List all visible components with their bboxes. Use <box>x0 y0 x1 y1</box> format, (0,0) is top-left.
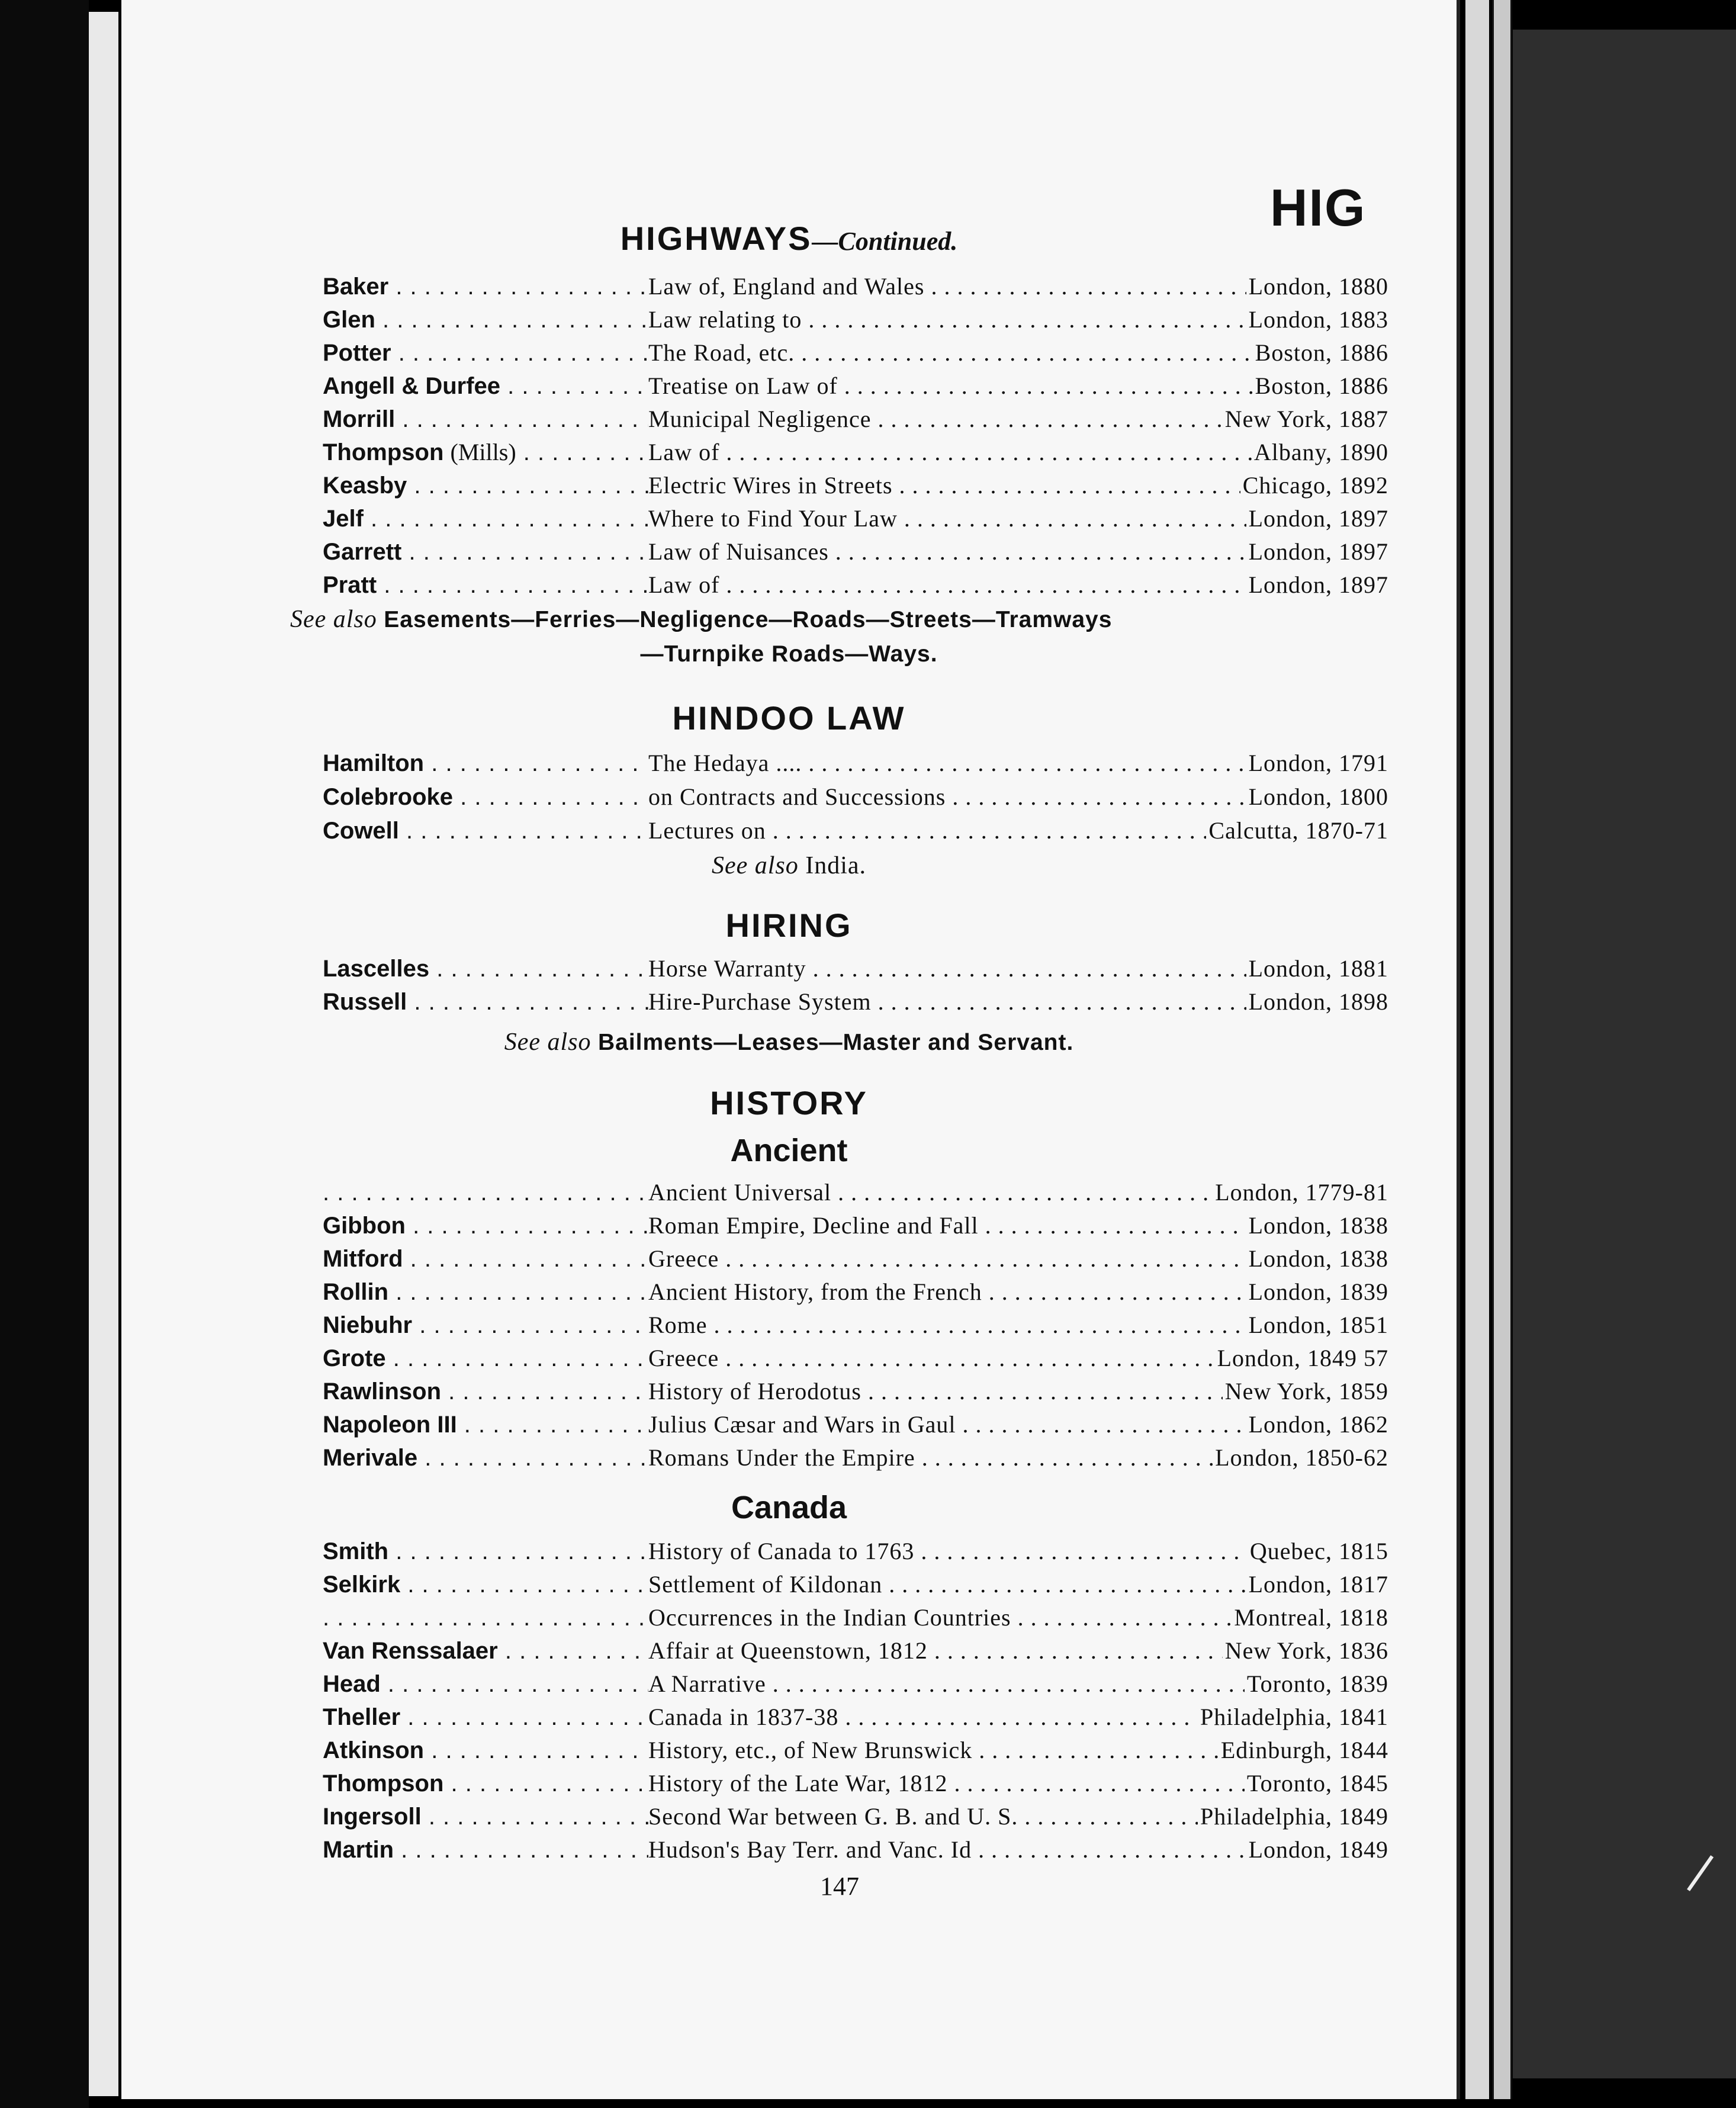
entry-row <box>323 538 1388 571</box>
entry-author: Mitford . . . <box>323 1246 648 1272</box>
entry-author: Cowell . . . <box>323 818 648 844</box>
entry-row <box>323 988 1388 1021</box>
see-also-refs: Bailments—Leases—Master and Servant. <box>597 1030 1074 1055</box>
entry-place: London, 1850-62 <box>1215 1444 1388 1471</box>
entry-title: Law of Nuisances . . . <box>648 538 1246 565</box>
entry-row <box>323 1736 1388 1769</box>
section-title-hiring: HIRING <box>725 907 853 944</box>
entry-row <box>323 1836 1388 1869</box>
entry-author: Keasby . . . <box>323 473 648 499</box>
entry-author: Thompson . . . <box>323 1770 648 1797</box>
entry-author: Merivale . . . <box>323 1445 648 1471</box>
entry-place: New York, 1836 <box>1224 1637 1388 1664</box>
entry-author <box>323 1180 648 1206</box>
entry-title: History of the Late War, 1812 . . . <box>648 1769 1245 1797</box>
entry-title: Greece . . . <box>648 1344 1215 1372</box>
entry-title: Romans Under the Empire . . . <box>648 1444 1213 1471</box>
entry-place: Calcutta, 1870-71 <box>1208 817 1388 844</box>
entry-author: Colebrooke . . . <box>323 784 648 811</box>
entry-row <box>323 272 1388 306</box>
entry-author-note: (Mills) <box>450 439 516 465</box>
see-also-label: See also <box>711 852 799 879</box>
entry-place: London, 1838 <box>1248 1245 1388 1272</box>
entry-author <box>323 1605 648 1631</box>
entry-title: The Road, etc. . . . <box>648 339 1253 367</box>
entry-place: London, 1838 <box>1248 1212 1388 1239</box>
entry-author: Van Renssalaer . . . <box>323 1638 648 1664</box>
entry-title: Canada in 1837-38 . . . <box>648 1703 1198 1731</box>
entry-place: London, 1851 <box>1248 1312 1388 1338</box>
entry-title: Roman Empire, Decline and Fall . . . <box>648 1212 1246 1239</box>
entry-title: Julius Cæsar and Wars in Gaul . . . <box>648 1410 1246 1438</box>
entry-place: London, 1817 <box>1248 1571 1388 1598</box>
entry-title: Law relating to . . . <box>648 306 1246 333</box>
entry-place: London, 1897 <box>1248 538 1388 565</box>
entry-row <box>323 1444 1388 1477</box>
entry-author: Jelf . . . <box>323 506 648 532</box>
entry-author: Morrill . . . <box>323 406 648 433</box>
entry-author: Selkirk . . . <box>323 1572 648 1598</box>
entry-row <box>323 1410 1388 1444</box>
entry-place: London, 1897 <box>1248 505 1388 532</box>
section-title-text: HIGHWAYS <box>620 220 812 257</box>
cover-mark <box>1687 1855 1733 1905</box>
entry-row <box>323 1802 1388 1836</box>
entry-title: Hudson's Bay Terr. and Vanc. Id . . . <box>648 1836 1246 1863</box>
entry-title: Law of . . . <box>648 571 1246 599</box>
entry-place: London, 1779-81 <box>1215 1179 1388 1206</box>
entry-row <box>323 1377 1388 1410</box>
entry-place: London, 1849 <box>1248 1836 1388 1863</box>
entry-row <box>323 438 1388 471</box>
entry-author: Glen . . . <box>323 307 648 333</box>
see-also-label: See also <box>290 606 377 633</box>
entry-title: Law of . . . <box>648 438 1252 466</box>
entry-place: London, 1849 57 <box>1217 1345 1388 1371</box>
book-cover-edge <box>1513 30 1736 2078</box>
entry-author: Napoleon III . . . <box>323 1412 648 1438</box>
entry-row <box>323 1212 1388 1245</box>
see-also-refs-cont: —Turnpike Roads—Ways. <box>640 641 938 667</box>
entry-author: Rawlinson . . . <box>323 1378 648 1405</box>
entry-author: Angell & Durfee . . . <box>323 373 648 400</box>
entry-place: London, 1880 <box>1248 273 1388 300</box>
entry-row <box>323 783 1388 816</box>
entry-row <box>323 1344 1388 1377</box>
section-title-highways <box>121 219 1457 258</box>
entry-place: New York, 1887 <box>1224 406 1388 432</box>
entry-row <box>323 1670 1388 1703</box>
entry-title: History of Canada to 1763 . . . <box>648 1537 1248 1565</box>
entry-title: Occurrences in the Indian Countries . . . <box>648 1604 1232 1631</box>
entry-row <box>323 372 1388 405</box>
entry-place: London, 1883 <box>1248 306 1388 333</box>
entry-title: Greece . . . <box>648 1245 1246 1272</box>
entry-title: Rome . . . <box>648 1311 1246 1339</box>
entry-row <box>323 1604 1388 1637</box>
entry-title: A Narrative . . . <box>648 1670 1245 1698</box>
entry-row <box>323 749 1388 782</box>
section-title-hindoo-law: HINDOO LAW <box>672 699 906 737</box>
entry-row <box>323 1278 1388 1311</box>
entry-place: Toronto, 1839 <box>1246 1670 1388 1697</box>
entry-title: Hire-Purchase System . . . <box>648 988 1246 1016</box>
section-title-history: HISTORY <box>710 1084 868 1122</box>
entry-title: Second War between G. B. and U. S. . . . <box>648 1802 1198 1830</box>
entry-author: Lascelles . . . <box>323 956 648 982</box>
entry-row <box>323 405 1388 438</box>
entry-author: Rollin . . . <box>323 1279 648 1306</box>
entry-author: Martin . . . <box>323 1837 648 1863</box>
left-page-sliver <box>89 12 118 2096</box>
entry-title: on Contracts and Successions . . . <box>648 783 1246 811</box>
entry-title: Law of, England and Wales . . . <box>648 272 1246 300</box>
entry-title: Treatise on Law of . . . <box>648 372 1253 400</box>
subsection-title-ancient: Ancient <box>730 1133 848 1168</box>
entry-title: Ancient Universal . . . <box>648 1178 1213 1206</box>
entry-row <box>323 471 1388 504</box>
entry-place: Albany, 1890 <box>1253 439 1388 465</box>
entry-row <box>323 1570 1388 1604</box>
page-stack-edge-inner <box>1492 0 1512 2099</box>
entry-row <box>323 955 1388 988</box>
entry-title: The Hedaya .... . . . <box>648 749 1246 777</box>
entry-author <box>323 438 648 466</box>
see-also-highways <box>290 605 1625 634</box>
entry-author: Garrett . . . <box>323 539 648 565</box>
continued-label: —Continued. <box>812 227 958 256</box>
entry-place: London, 1897 <box>1248 571 1388 598</box>
entry-place: London, 1898 <box>1248 988 1388 1015</box>
entry-author: Smith . . . <box>323 1538 648 1565</box>
see-also-refs: Easements—Ferries—Negligence—Roads—Streets—Tramways <box>384 607 1113 632</box>
entry-place: Montreal, 1818 <box>1234 1604 1388 1631</box>
see-also-refs: India. <box>805 852 867 879</box>
entry-row <box>323 571 1388 604</box>
entry-author: Russell . . . <box>323 989 648 1016</box>
entry-place: Quebec, 1815 <box>1249 1538 1388 1564</box>
entry-row <box>323 1178 1388 1212</box>
entry-place: London, 1839 <box>1248 1278 1388 1305</box>
entry-place: Boston, 1886 <box>1255 339 1388 366</box>
entry-row <box>323 1769 1388 1802</box>
entry-title: Municipal Negligence . . . <box>648 405 1223 433</box>
entry-author: Head . . . <box>323 1671 648 1698</box>
entry-title: Ancient History, from the French . . . <box>648 1278 1246 1306</box>
entry-author: Hamilton . . . <box>323 750 648 777</box>
entry-place: London, 1881 <box>1248 955 1388 982</box>
entry-row <box>323 504 1388 538</box>
page-stack-edge <box>1465 0 1489 2099</box>
entry-title: Lectures on . . . <box>648 817 1206 844</box>
entry-place: Toronto, 1845 <box>1246 1770 1388 1797</box>
entry-author: Gibbon . . . <box>323 1213 648 1239</box>
entry-title: Affair at Queenstown, 1812 . . . <box>648 1637 1223 1664</box>
entry-title: History of Herodotus . . . <box>648 1377 1223 1405</box>
entry-place: New York, 1859 <box>1224 1378 1388 1405</box>
entry-author: Niebuhr . . . <box>323 1312 648 1339</box>
see-also-hindoo-law <box>121 851 1457 880</box>
entry-row <box>323 1537 1388 1570</box>
entry-author: Ingersoll . . . <box>323 1804 648 1830</box>
left-book-edge <box>0 0 89 2108</box>
entry-row <box>323 1637 1388 1670</box>
book-page <box>121 0 1460 2099</box>
entry-title: Where to Find Your Law . . . <box>648 504 1246 532</box>
entry-author: Baker . . . <box>323 274 648 300</box>
entry-place: Philadelphia, 1841 <box>1200 1704 1388 1730</box>
entry-title: Horse Warranty . . . <box>648 955 1246 982</box>
entry-row <box>323 339 1388 372</box>
running-head: HIG <box>1270 178 1367 237</box>
see-also-highways-cont <box>121 640 1457 668</box>
entry-row <box>323 1311 1388 1344</box>
entry-author: Grote . . . <box>323 1345 648 1372</box>
page-number: 147 <box>820 1872 859 1901</box>
entry-row <box>323 1703 1388 1736</box>
entry-place: London, 1862 <box>1248 1411 1388 1438</box>
entry-row <box>323 1245 1388 1278</box>
entry-row <box>323 817 1388 850</box>
see-also-hiring <box>121 1028 1457 1056</box>
entry-author-name: Thompson <box>323 439 444 465</box>
entry-title: History, etc., of New Brunswick . . . <box>648 1736 1219 1764</box>
entry-place: London, 1791 <box>1248 750 1388 776</box>
entry-row <box>323 306 1388 339</box>
entry-place: Chicago, 1892 <box>1242 472 1388 499</box>
entry-place: Boston, 1886 <box>1255 372 1388 399</box>
entry-author: Atkinson . . . <box>323 1737 648 1764</box>
entry-place: Philadelphia, 1849 <box>1200 1803 1388 1830</box>
see-also-label: See also <box>504 1029 591 1056</box>
entry-author: Pratt . . . <box>323 572 648 599</box>
entry-title: Settlement of Kildonan . . . <box>648 1570 1246 1598</box>
entry-place: London, 1800 <box>1248 783 1388 810</box>
entry-author: Theller . . . <box>323 1704 648 1731</box>
subsection-title-canada: Canada <box>731 1490 847 1525</box>
entry-author: Potter . . . <box>323 340 648 367</box>
entry-title: Electric Wires in Streets . . . <box>648 471 1240 499</box>
entry-place: Edinburgh, 1844 <box>1220 1737 1388 1763</box>
